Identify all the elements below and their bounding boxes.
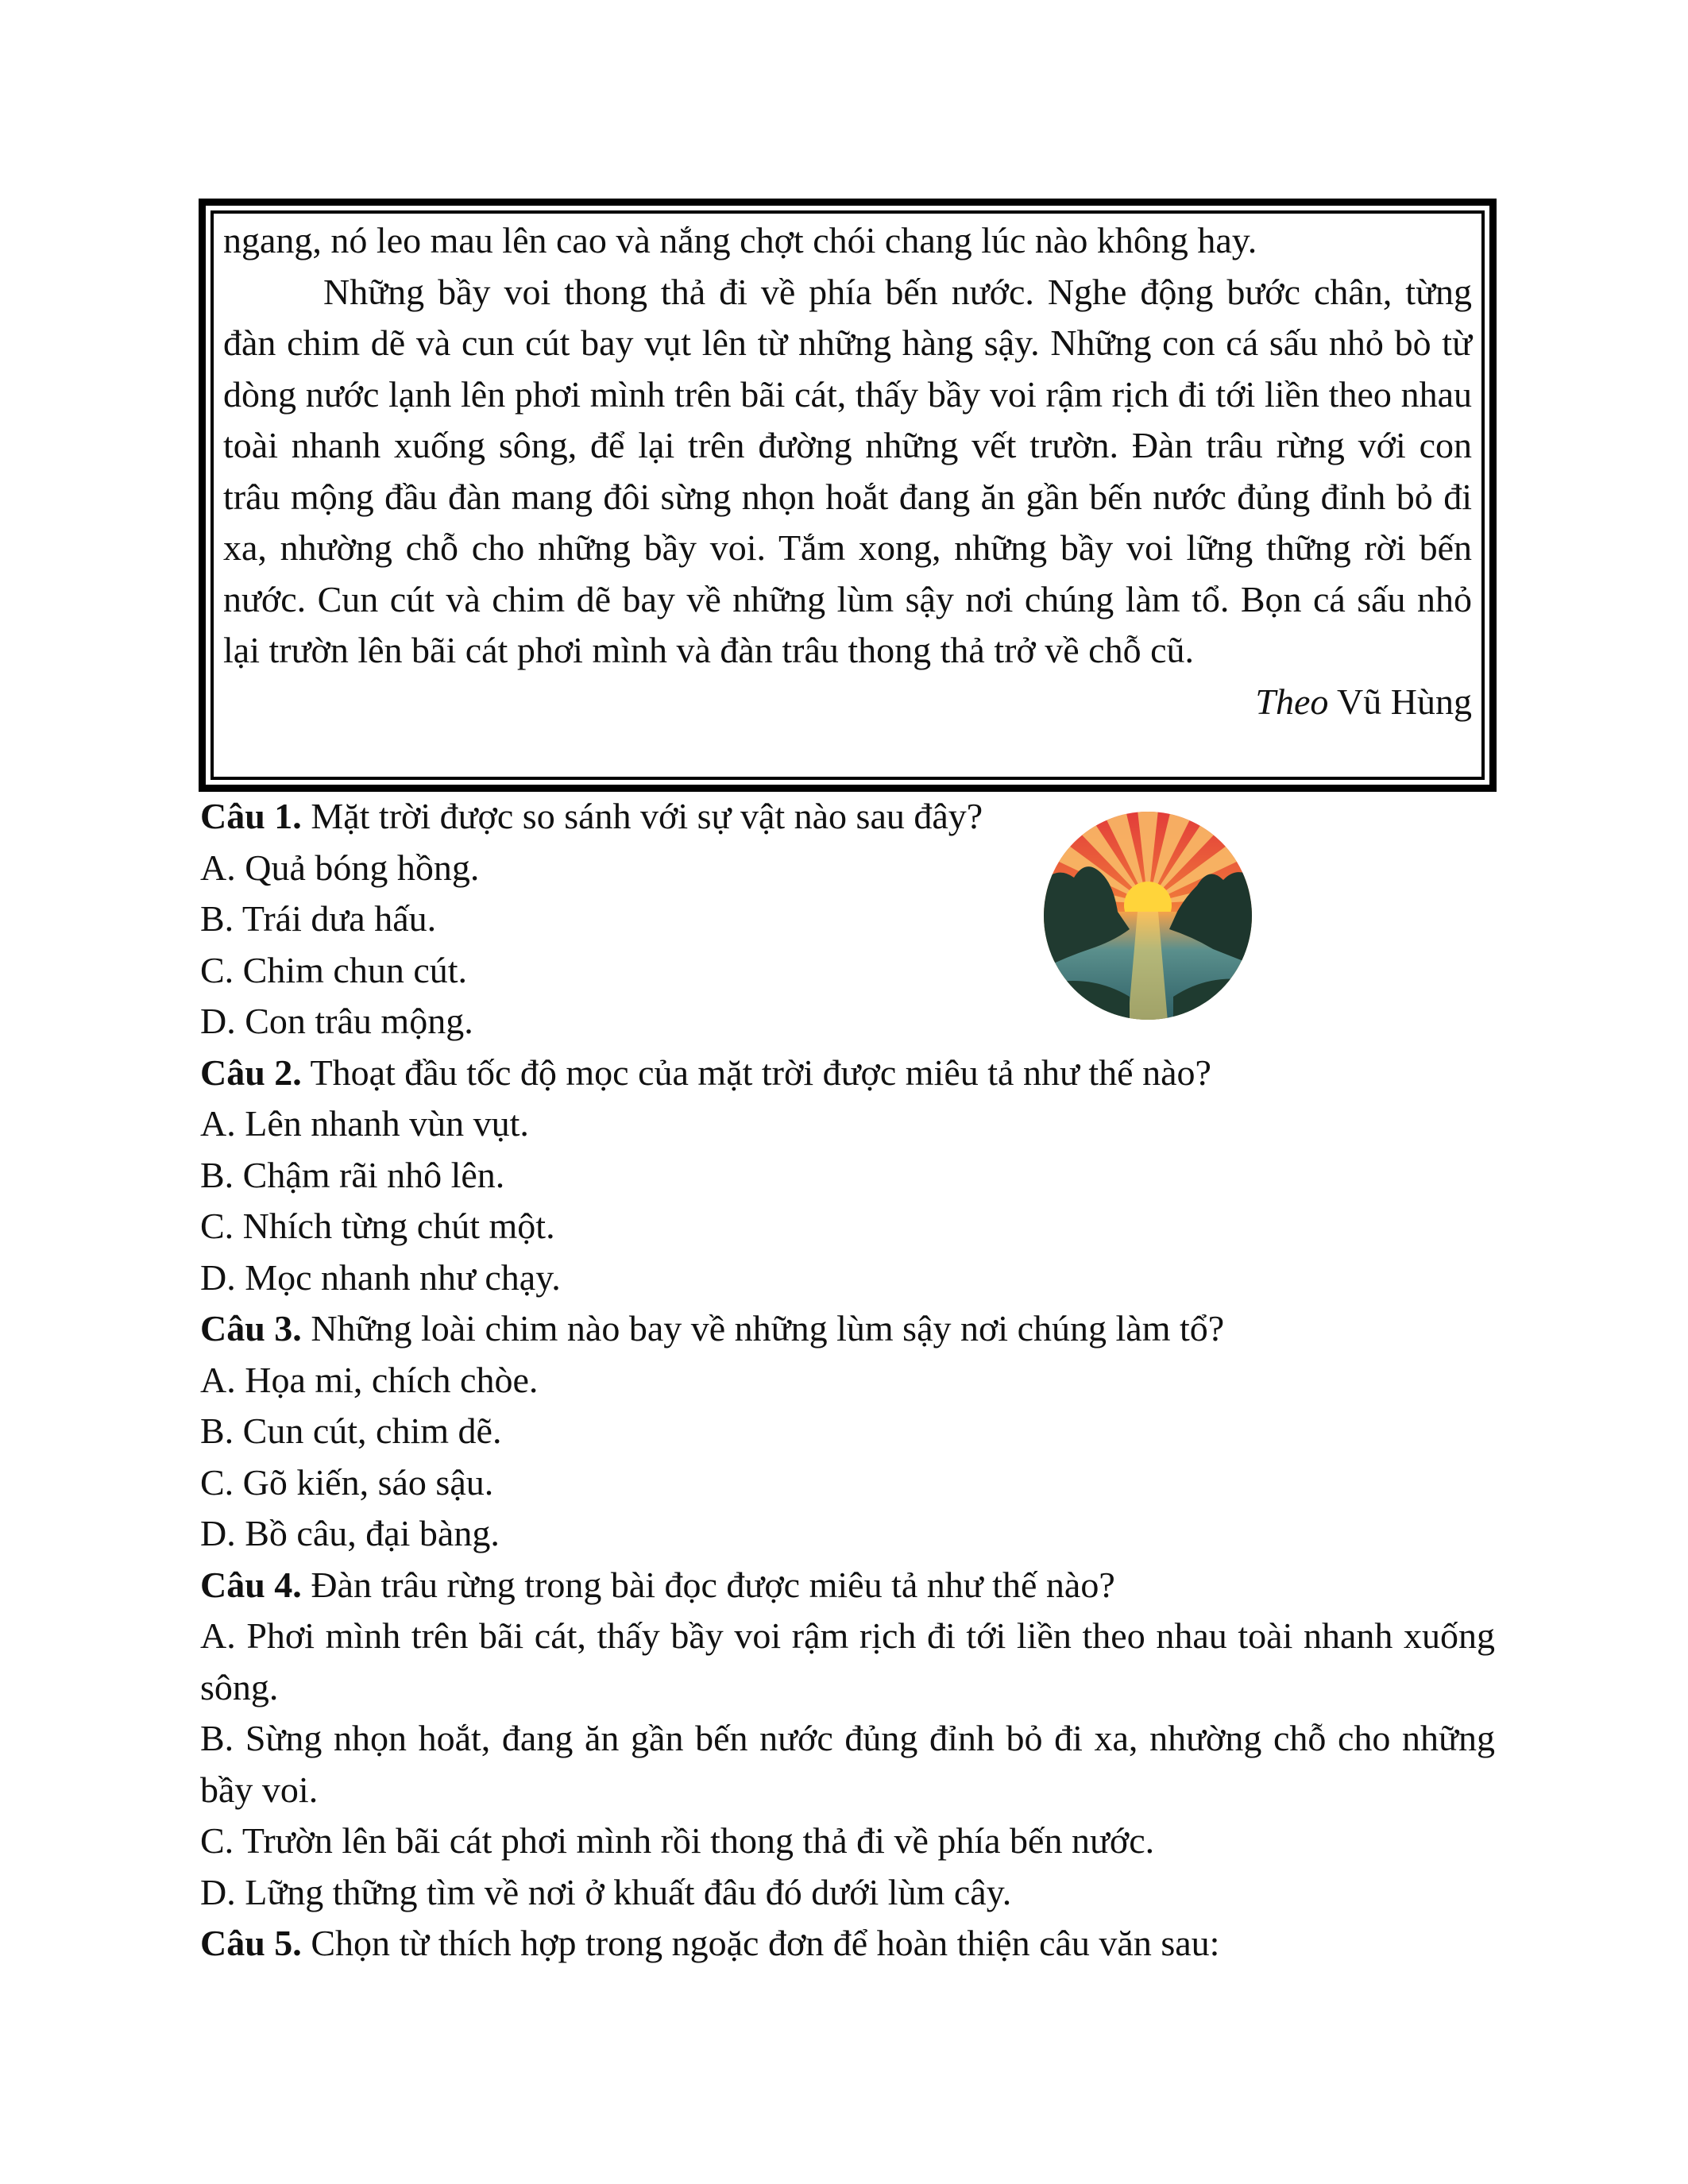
question-3: [200, 1303, 1495, 1355]
answer-option: B. Chậm rãi nhô lên.: [200, 1154, 505, 1195]
question-label: Câu 4.: [200, 1564, 302, 1605]
answer-option: B. Sừng nhọn hoắt, đang ăn gần bến nước đủng đỉnh bỏ đi xa, nhường chỗ cho những bầy voi.: [200, 1718, 1495, 1810]
question-text: Chọn từ thích hợp trong ngoặc đơn để hoàn thiện câu văn sau:: [311, 1923, 1220, 1963]
credit-author: Vũ Hùng: [1337, 681, 1472, 722]
question-4: [200, 1560, 1495, 1611]
answer-option: D. Bồ câu, đại bàng.: [200, 1513, 500, 1553]
answer-option: A. Lên nhanh vùn vụt.: [200, 1103, 529, 1144]
answer-option: D. Lững thững tìm về nơi ở khuất đâu đó dưới lùm cây.: [200, 1871, 1012, 1912]
passage-credit: [223, 677, 1472, 728]
question-1: [200, 791, 1495, 843]
answer-option: D. Mọc nhanh như chạy.: [200, 1256, 561, 1298]
answer-option: C. Chim chun cút.: [200, 949, 468, 990]
question-2: [200, 1048, 1495, 1099]
question-label: Câu 5.: [200, 1923, 302, 1963]
question-text: Thoạt đầu tốc độ mọc của mặt trời được miêu tả như thế nào?: [310, 1051, 1211, 1093]
answer-option: A. Phơi mình trên bãi cát, thấy bầy voi rậm rịch đi tới liền theo nhau toài nhanh xuống sông.: [200, 1615, 1495, 1707]
answer-option: C. Gõ kiến, sáo sậu.: [200, 1461, 494, 1503]
question-text: Mặt trời được so sánh với sự vật nào sau đây?: [311, 796, 983, 836]
passage-paragraph: Những bầy voi thong thả đi về phía bến nước. Nghe động bước chân, từng đàn chim dẽ và cun cút bay vụt lên từ những hàng sậy. Những con cá sấu nhỏ bò từ dòng nước lạnh lên phơi mình trên bãi cát, thấy bầy voi rậm rịch đi tới liền theo nhau toài nhanh xuống sông, để lại trên đường những vết trườn. Đàn trâu rừng với con trâu mộng đầu đàn mang đôi sừng nhọn hoắt đang ăn gần bến nước đủng đỉnh bỏ đi xa, nhường chỗ cho những bầy voi. Tắm xong, những bầy voi lững thững rời bến nước. Cun cút và chim dẽ bay về những lùm sậy nơi chúng làm tổ. Bọn cá sấu nhỏ lại trườn lên bãi cát phơi mình và đàn trâu thong thả trở về chỗ cũ.: [223, 271, 1472, 670]
question-5: [200, 1918, 1495, 1970]
answer-option: B. Trái dưa hấu.: [200, 898, 437, 939]
question-label: Câu 3.: [200, 1308, 302, 1349]
reading-passage-box: [199, 199, 1497, 792]
answer-option: D. Con trâu mộng.: [200, 1001, 473, 1041]
question-text: Đàn trâu rừng trong bài đọc được miêu tả như thế nào?: [311, 1564, 1115, 1605]
credit-prefix: Theo: [1255, 681, 1329, 722]
question-label: Câu 1.: [200, 796, 302, 836]
answer-option: A. Họa mi, chích chòe.: [200, 1359, 539, 1400]
question-list: [200, 791, 1495, 1970]
reading-passage-text: [211, 210, 1485, 780]
answer-option: C. Nhích từng chút một.: [200, 1206, 555, 1246]
question-text: Những loài chim nào bay về những lùm sậy nơi chúng làm tổ?: [311, 1308, 1225, 1349]
answer-option: B. Cun cút, chim dẽ.: [200, 1410, 502, 1451]
question-label: Câu 2.: [200, 1051, 302, 1093]
passage-continuation: ngang, nó leo mau lên cao và nắng chợt chói chang lúc nào không hay.: [223, 220, 1257, 260]
answer-option: A. Quả bóng hồng.: [200, 847, 480, 888]
sunset-river-illustration: [1042, 810, 1253, 1021]
answer-option: C. Trườn lên bãi cát phơi mình rồi thong thả đi về phía bến nước.: [200, 1820, 1155, 1861]
